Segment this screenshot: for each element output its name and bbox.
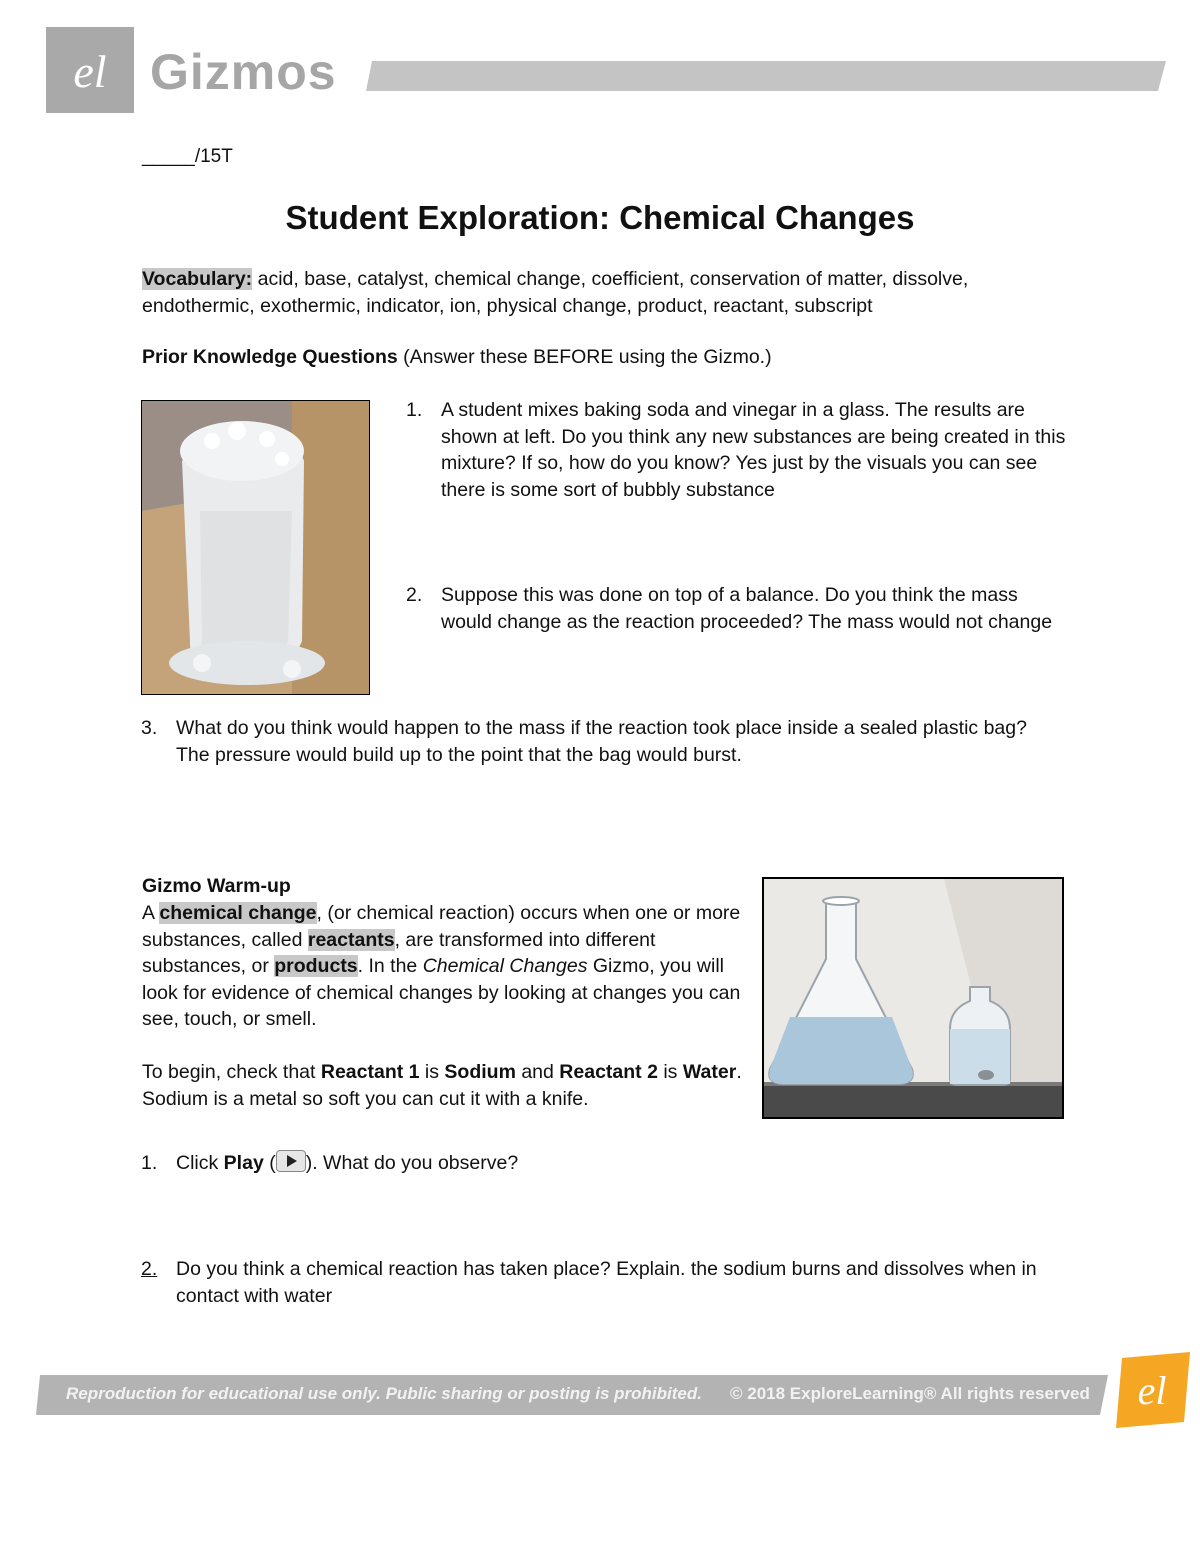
term-reactants: reactants — [307, 928, 395, 951]
reactant-1-label: Reactant 1 — [320, 1061, 420, 1083]
page-title: Student Exploration: Chemical Changes — [285, 199, 915, 236]
water-label: Water — [682, 1061, 737, 1083]
play-icon — [276, 1150, 306, 1172]
setup-paragraph — [142, 1059, 742, 1112]
question-number: 2. — [406, 584, 423, 606]
question-text — [176, 1150, 841, 1177]
gizmos-logo — [46, 27, 134, 113]
question-text: A student mixes baking soda and vinegar in a glass. The results are shown at left. Do you think any new substances are being created in this mixture? If so, how do you know? Yes just by the visuals you can see there is some sort of bubbly substance — [441, 399, 1066, 501]
play-label: Play — [223, 1152, 264, 1174]
brand-title: Gizmos — [150, 44, 337, 100]
term-products: products — [274, 955, 358, 977]
reactant-2-label: Reactant 2 — [559, 1061, 658, 1083]
vocabulary-label: Vocabulary: — [142, 268, 253, 290]
prior-question-2 — [406, 582, 1066, 635]
text-run: . Sodium is a metal so soft you can cut it with a knife. — [142, 1061, 742, 1110]
question-text: Suppose this was done on top of a balance. Do you think the mass would change as the reaction proceeded? The mass would not change — [441, 584, 1053, 633]
text-run: and — [515, 1061, 560, 1083]
term-chemical-change: chemical change — [159, 902, 317, 924]
vocabulary-section — [142, 266, 1082, 320]
question-number: 1. — [406, 399, 423, 421]
vocabulary-list: acid, base, catalyst, chemical change, coefficient, conservation of matter, dissolve, endothermic, exothermic, indicator, ion, physical change, product, reactant, subscript — [142, 268, 969, 317]
question-text: Do you think a chemical reaction has taken place? Explain. the sodium burns and dissolves when in contact with water — [176, 1258, 1037, 1307]
footer-disclaimer: Reproduction for educational use only. Public sharing or posting is prohibited. — [66, 1384, 702, 1403]
sodium-label: Sodium — [444, 1061, 516, 1083]
score-line: _____/15T — [142, 146, 233, 167]
prior-knowledge-heading — [142, 344, 772, 371]
warmup-paragraph — [142, 900, 742, 1033]
warmup-question-2 — [141, 1256, 1071, 1309]
text-run: Click — [176, 1152, 224, 1174]
text-run: , are transformed into different substances, or — [142, 928, 656, 977]
text-run: , (or chemical reaction) occurs when one or more substances, called — [142, 902, 741, 951]
footer-copyright: © 2018 ExploreLearning® All rights reserved — [730, 1384, 1090, 1403]
question-number: 3. — [141, 717, 158, 739]
text-run: is — [657, 1061, 683, 1083]
header-bar — [366, 61, 1166, 91]
text-run: A — [142, 902, 160, 924]
prior-question-3 — [141, 715, 1061, 768]
question-number: 2. — [141, 1258, 158, 1280]
gizmo-name: Chemical Changes — [422, 955, 588, 977]
svg-text:el: el — [1137, 1368, 1167, 1413]
prior-note: (Answer these BEFORE using the Gizmo.) — [397, 346, 772, 368]
explorelearning-footer-logo-icon — [1112, 1352, 1192, 1428]
question-number: 1. — [141, 1152, 158, 1174]
warmup-question-1 — [141, 1150, 841, 1177]
prior-question-1 — [406, 397, 1066, 503]
question-text: What do you think would happen to the mass if the reaction took place inside a sealed plastic bag? The pressure would build up to the point that the bag would burst. — [176, 717, 1027, 766]
text-run: ( — [263, 1152, 276, 1174]
gizmo-flask-illustration — [762, 877, 1064, 1119]
text-run: is — [419, 1061, 445, 1083]
explorelearning-logo-icon — [46, 27, 134, 113]
prior-heading: Prior Knowledge Questions — [142, 346, 398, 368]
text-run: . In the — [357, 955, 423, 977]
text-run: ). What do you observe? — [305, 1152, 519, 1174]
baking-soda-vinegar-photo — [141, 400, 370, 695]
text-run: To begin, check that — [142, 1061, 321, 1083]
text-run: Gizmo, you will look for evidence of chemical changes by looking at changes you can see, touch, or smell. — [142, 955, 741, 1030]
warmup-heading: Gizmo Warm-up — [142, 875, 291, 897]
svg-text:el: el — [73, 46, 107, 97]
